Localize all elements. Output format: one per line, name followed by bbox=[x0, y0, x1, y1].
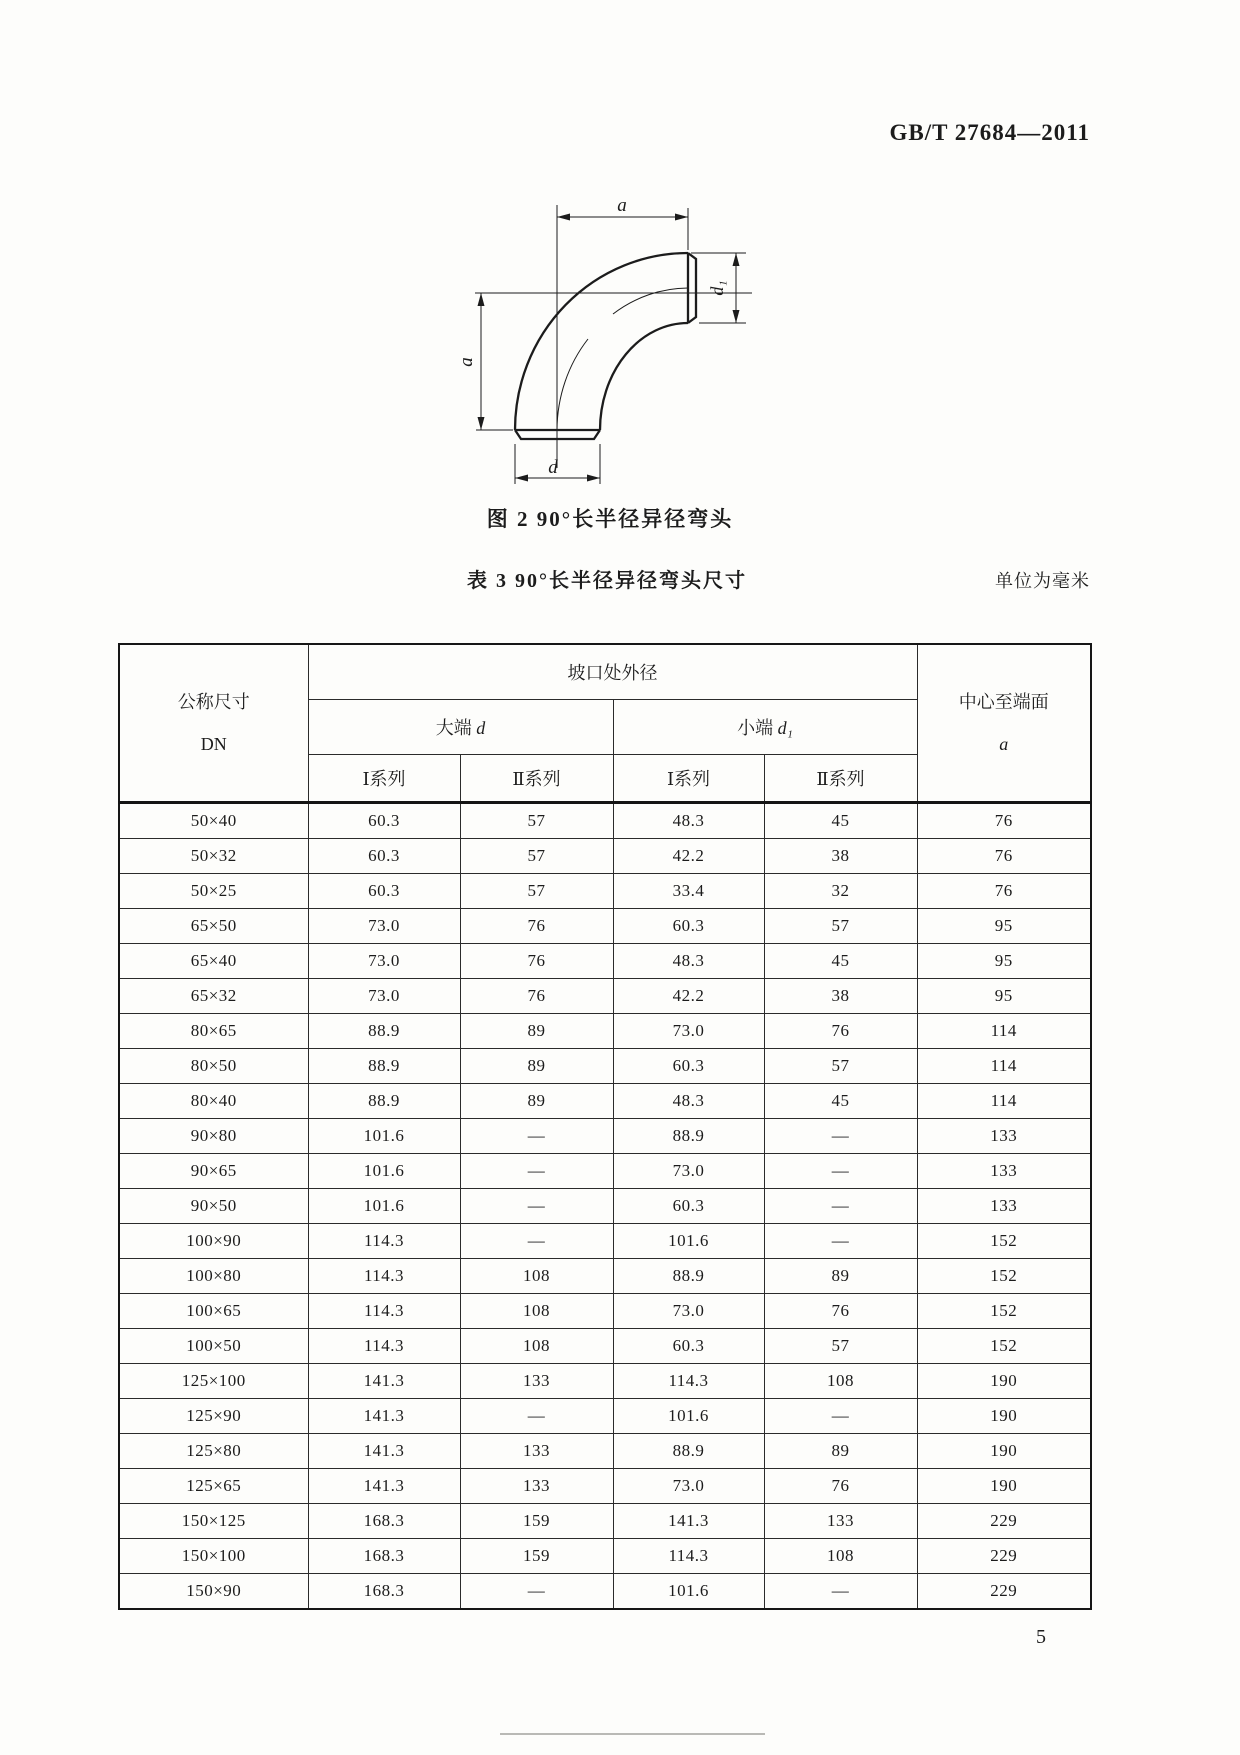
value-cell: 101.6 bbox=[613, 1574, 764, 1610]
value-cell: 101.6 bbox=[308, 1154, 460, 1189]
table-row bbox=[119, 1364, 1091, 1399]
value-cell: 45 bbox=[764, 944, 917, 979]
table-row bbox=[119, 979, 1091, 1014]
value-cell: 89 bbox=[460, 1084, 613, 1119]
value-cell: 48.3 bbox=[613, 803, 764, 839]
value-cell: — bbox=[460, 1224, 613, 1259]
table-row bbox=[119, 944, 1091, 979]
value-cell: — bbox=[764, 1574, 917, 1610]
value-cell: — bbox=[460, 1399, 613, 1434]
value-cell: 88.9 bbox=[613, 1119, 764, 1154]
value-cell: 73.0 bbox=[613, 1469, 764, 1504]
value-cell: 88.9 bbox=[613, 1434, 764, 1469]
dn-cell: 100×50 bbox=[119, 1329, 308, 1364]
value-cell: 141.3 bbox=[308, 1434, 460, 1469]
value-cell: 73.0 bbox=[613, 1014, 764, 1049]
value-cell: 114 bbox=[917, 1049, 1091, 1084]
value-cell: 114.3 bbox=[613, 1364, 764, 1399]
value-cell: 168.3 bbox=[308, 1504, 460, 1539]
table-row bbox=[119, 1224, 1091, 1259]
value-cell: 38 bbox=[764, 979, 917, 1014]
elbow-inner-arc bbox=[600, 323, 688, 430]
header-dn-line1: 公称尺寸 bbox=[177, 692, 250, 712]
value-cell: 114 bbox=[917, 1014, 1091, 1049]
table-row bbox=[119, 1049, 1091, 1084]
value-cell: 229 bbox=[917, 1504, 1091, 1539]
value-cell: 95 bbox=[917, 944, 1091, 979]
dn-cell: 100×90 bbox=[119, 1224, 308, 1259]
value-cell: 133 bbox=[460, 1364, 613, 1399]
value-cell: 73.0 bbox=[308, 944, 460, 979]
value-cell: 108 bbox=[460, 1294, 613, 1329]
header-big-end bbox=[308, 700, 613, 755]
header-series-1-small: Ⅰ系列 bbox=[613, 755, 764, 803]
dn-cell: 125×65 bbox=[119, 1469, 308, 1504]
value-cell: — bbox=[460, 1189, 613, 1224]
value-cell: 60.3 bbox=[613, 1189, 764, 1224]
table-row bbox=[119, 1469, 1091, 1504]
value-cell: 168.3 bbox=[308, 1574, 460, 1610]
header-series-2-big: Ⅱ系列 bbox=[460, 755, 613, 803]
value-cell: 88.9 bbox=[308, 1014, 460, 1049]
value-cell: 57 bbox=[460, 839, 613, 874]
value-cell: 73.0 bbox=[308, 979, 460, 1014]
header-small-end bbox=[613, 700, 917, 755]
value-cell: 190 bbox=[917, 1399, 1091, 1434]
value-cell: 101.6 bbox=[613, 1224, 764, 1259]
value-cell: 89 bbox=[460, 1014, 613, 1049]
table-row bbox=[119, 803, 1091, 839]
table-row bbox=[119, 874, 1091, 909]
value-cell: 114.3 bbox=[308, 1224, 460, 1259]
value-cell: 141.3 bbox=[308, 1469, 460, 1504]
header-center-line1: 中心至端面 bbox=[958, 692, 1049, 712]
value-cell: 141.3 bbox=[308, 1399, 460, 1434]
value-cell: 190 bbox=[917, 1364, 1091, 1399]
arrowhead bbox=[478, 293, 485, 306]
value-cell: 133 bbox=[460, 1434, 613, 1469]
value-cell: 73.0 bbox=[613, 1294, 764, 1329]
dn-cell: 80×50 bbox=[119, 1049, 308, 1084]
value-cell: — bbox=[764, 1399, 917, 1434]
value-cell: 33.4 bbox=[613, 874, 764, 909]
value-cell: 76 bbox=[764, 1014, 917, 1049]
value-cell: 108 bbox=[764, 1539, 917, 1574]
arrowhead bbox=[733, 310, 740, 323]
value-cell: 152 bbox=[917, 1294, 1091, 1329]
dn-cell: 90×65 bbox=[119, 1154, 308, 1189]
table-row bbox=[119, 1539, 1091, 1574]
value-cell: 133 bbox=[917, 1154, 1091, 1189]
value-cell: 76 bbox=[764, 1294, 917, 1329]
table-body bbox=[119, 803, 1091, 1610]
value-cell: 133 bbox=[460, 1469, 613, 1504]
value-cell: 159 bbox=[460, 1539, 613, 1574]
table-row bbox=[119, 1259, 1091, 1294]
dim-label-d: d bbox=[548, 457, 558, 478]
value-cell: 152 bbox=[917, 1224, 1091, 1259]
value-cell: 229 bbox=[917, 1574, 1091, 1610]
value-cell: 108 bbox=[460, 1329, 613, 1364]
value-cell: 114.3 bbox=[613, 1539, 764, 1574]
arrowhead bbox=[587, 475, 600, 482]
value-cell: 76 bbox=[917, 803, 1091, 839]
value-cell: — bbox=[764, 1189, 917, 1224]
elbow-outer-arc bbox=[515, 253, 688, 430]
value-cell: 48.3 bbox=[613, 944, 764, 979]
table-row bbox=[119, 909, 1091, 944]
dim-label-d1: d₁ bbox=[707, 280, 727, 296]
dn-cell: 50×32 bbox=[119, 839, 308, 874]
table-row bbox=[119, 839, 1091, 874]
dn-cell: 65×32 bbox=[119, 979, 308, 1014]
elbow-drawing bbox=[455, 195, 765, 495]
big-end-var: d bbox=[476, 718, 486, 738]
value-cell: 114.3 bbox=[308, 1259, 460, 1294]
value-cell: 141.3 bbox=[613, 1504, 764, 1539]
elbow-figure bbox=[455, 195, 765, 495]
value-cell: 57 bbox=[764, 1049, 917, 1084]
value-cell: 114 bbox=[917, 1084, 1091, 1119]
arrowhead bbox=[557, 214, 570, 221]
value-cell: 73.0 bbox=[308, 909, 460, 944]
table-row bbox=[119, 1399, 1091, 1434]
dim-label-a-left: a bbox=[456, 357, 477, 367]
dn-cell: 150×125 bbox=[119, 1504, 308, 1539]
header-center-to-end bbox=[917, 644, 1091, 803]
value-cell: 88.9 bbox=[308, 1084, 460, 1119]
value-cell: 101.6 bbox=[308, 1189, 460, 1224]
dn-cell: 80×65 bbox=[119, 1014, 308, 1049]
value-cell: 229 bbox=[917, 1539, 1091, 1574]
value-cell: — bbox=[460, 1154, 613, 1189]
value-cell: 133 bbox=[917, 1189, 1091, 1224]
value-cell: 152 bbox=[917, 1329, 1091, 1364]
value-cell: 95 bbox=[917, 979, 1091, 1014]
value-cell: 168.3 bbox=[308, 1539, 460, 1574]
value-cell: 76 bbox=[917, 874, 1091, 909]
value-cell: 60.3 bbox=[613, 909, 764, 944]
arrowhead bbox=[733, 253, 740, 266]
value-cell: 159 bbox=[460, 1504, 613, 1539]
table-title: 表 3 90°长半径异径弯头尺寸 bbox=[467, 570, 747, 592]
value-cell: 141.3 bbox=[308, 1364, 460, 1399]
value-cell: 45 bbox=[764, 1084, 917, 1119]
dn-cell: 80×40 bbox=[119, 1084, 308, 1119]
dn-cell: 150×90 bbox=[119, 1574, 308, 1610]
dn-cell: 50×40 bbox=[119, 803, 308, 839]
big-end-label: 大端 bbox=[435, 718, 477, 738]
dn-cell: 150×100 bbox=[119, 1539, 308, 1574]
value-cell: 101.6 bbox=[613, 1399, 764, 1434]
header-center-line2: a bbox=[999, 734, 1009, 754]
value-cell: 108 bbox=[764, 1364, 917, 1399]
dimension-table bbox=[118, 643, 1092, 1610]
value-cell: 45 bbox=[764, 803, 917, 839]
value-cell: 57 bbox=[460, 803, 613, 839]
value-cell: — bbox=[460, 1574, 613, 1610]
header-series-1-big: Ⅰ系列 bbox=[308, 755, 460, 803]
value-cell: 88.9 bbox=[308, 1049, 460, 1084]
value-cell: 57 bbox=[764, 909, 917, 944]
value-cell: 60.3 bbox=[613, 1049, 764, 1084]
arrowhead bbox=[675, 214, 688, 221]
value-cell: 190 bbox=[917, 1434, 1091, 1469]
small-end-var: d₁ bbox=[777, 718, 793, 738]
dn-cell: 100×80 bbox=[119, 1259, 308, 1294]
figure-caption: 图 2 90°长半径异径弯头 bbox=[486, 507, 734, 531]
value-cell: 95 bbox=[917, 909, 1091, 944]
value-cell: 114.3 bbox=[308, 1329, 460, 1364]
value-cell: 57 bbox=[460, 874, 613, 909]
value-cell: 133 bbox=[764, 1504, 917, 1539]
dn-cell: 125×80 bbox=[119, 1434, 308, 1469]
unit-note: 单位为毫米 bbox=[995, 571, 1090, 591]
arrowhead bbox=[478, 417, 485, 430]
header-dn bbox=[119, 644, 308, 803]
table-row bbox=[119, 1574, 1091, 1610]
value-cell: — bbox=[460, 1119, 613, 1154]
value-cell: 89 bbox=[764, 1259, 917, 1294]
dn-cell: 125×100 bbox=[119, 1364, 308, 1399]
value-cell: 76 bbox=[917, 839, 1091, 874]
page-number: 5 bbox=[1036, 1626, 1046, 1648]
table-row bbox=[119, 1294, 1091, 1329]
value-cell: 89 bbox=[460, 1049, 613, 1084]
table-row bbox=[119, 1119, 1091, 1154]
value-cell: 114.3 bbox=[308, 1294, 460, 1329]
value-cell: 76 bbox=[460, 979, 613, 1014]
value-cell: 190 bbox=[917, 1469, 1091, 1504]
table-row bbox=[119, 1434, 1091, 1469]
value-cell: 133 bbox=[917, 1119, 1091, 1154]
dn-cell: 65×40 bbox=[119, 944, 308, 979]
dn-cell: 65×50 bbox=[119, 909, 308, 944]
value-cell: — bbox=[764, 1224, 917, 1259]
value-cell: 108 bbox=[460, 1259, 613, 1294]
value-cell: 32 bbox=[764, 874, 917, 909]
header-dn-line2: DN bbox=[200, 734, 227, 754]
value-cell: 73.0 bbox=[613, 1154, 764, 1189]
value-cell: 152 bbox=[917, 1259, 1091, 1294]
dim-label-a-top: a bbox=[617, 195, 627, 216]
header-row-1 bbox=[119, 644, 1091, 700]
value-cell: 76 bbox=[460, 909, 613, 944]
value-cell: 88.9 bbox=[613, 1259, 764, 1294]
value-cell: 38 bbox=[764, 839, 917, 874]
value-cell: 42.2 bbox=[613, 839, 764, 874]
value-cell: — bbox=[764, 1154, 917, 1189]
dn-cell: 125×90 bbox=[119, 1399, 308, 1434]
value-cell: 42.2 bbox=[613, 979, 764, 1014]
value-cell: — bbox=[764, 1119, 917, 1154]
value-cell: 60.3 bbox=[308, 803, 460, 839]
value-cell: 89 bbox=[764, 1434, 917, 1469]
value-cell: 60.3 bbox=[613, 1329, 764, 1364]
table-row bbox=[119, 1504, 1091, 1539]
dn-cell: 90×80 bbox=[119, 1119, 308, 1154]
table-row bbox=[119, 1329, 1091, 1364]
standard-code: GB/T 27684—2011 bbox=[889, 120, 1090, 145]
value-cell: 48.3 bbox=[613, 1084, 764, 1119]
dn-cell: 90×50 bbox=[119, 1189, 308, 1224]
value-cell: 57 bbox=[764, 1329, 917, 1364]
scan-artifact-line bbox=[500, 1733, 765, 1735]
right-end-cap bbox=[688, 253, 696, 323]
table-row bbox=[119, 1014, 1091, 1049]
header-series-2-small: Ⅱ系列 bbox=[764, 755, 917, 803]
dn-cell: 100×65 bbox=[119, 1294, 308, 1329]
value-cell: 101.6 bbox=[308, 1119, 460, 1154]
value-cell: 76 bbox=[764, 1469, 917, 1504]
value-cell: 60.3 bbox=[308, 839, 460, 874]
table-row bbox=[119, 1084, 1091, 1119]
table-row bbox=[119, 1154, 1091, 1189]
dn-cell: 50×25 bbox=[119, 874, 308, 909]
value-cell: 60.3 bbox=[308, 874, 460, 909]
value-cell: 76 bbox=[460, 944, 613, 979]
table-row bbox=[119, 1189, 1091, 1224]
arrowhead bbox=[515, 475, 528, 482]
small-end-label: 小端 bbox=[737, 718, 778, 738]
header-groove-od: 坡口处外径 bbox=[308, 644, 917, 700]
